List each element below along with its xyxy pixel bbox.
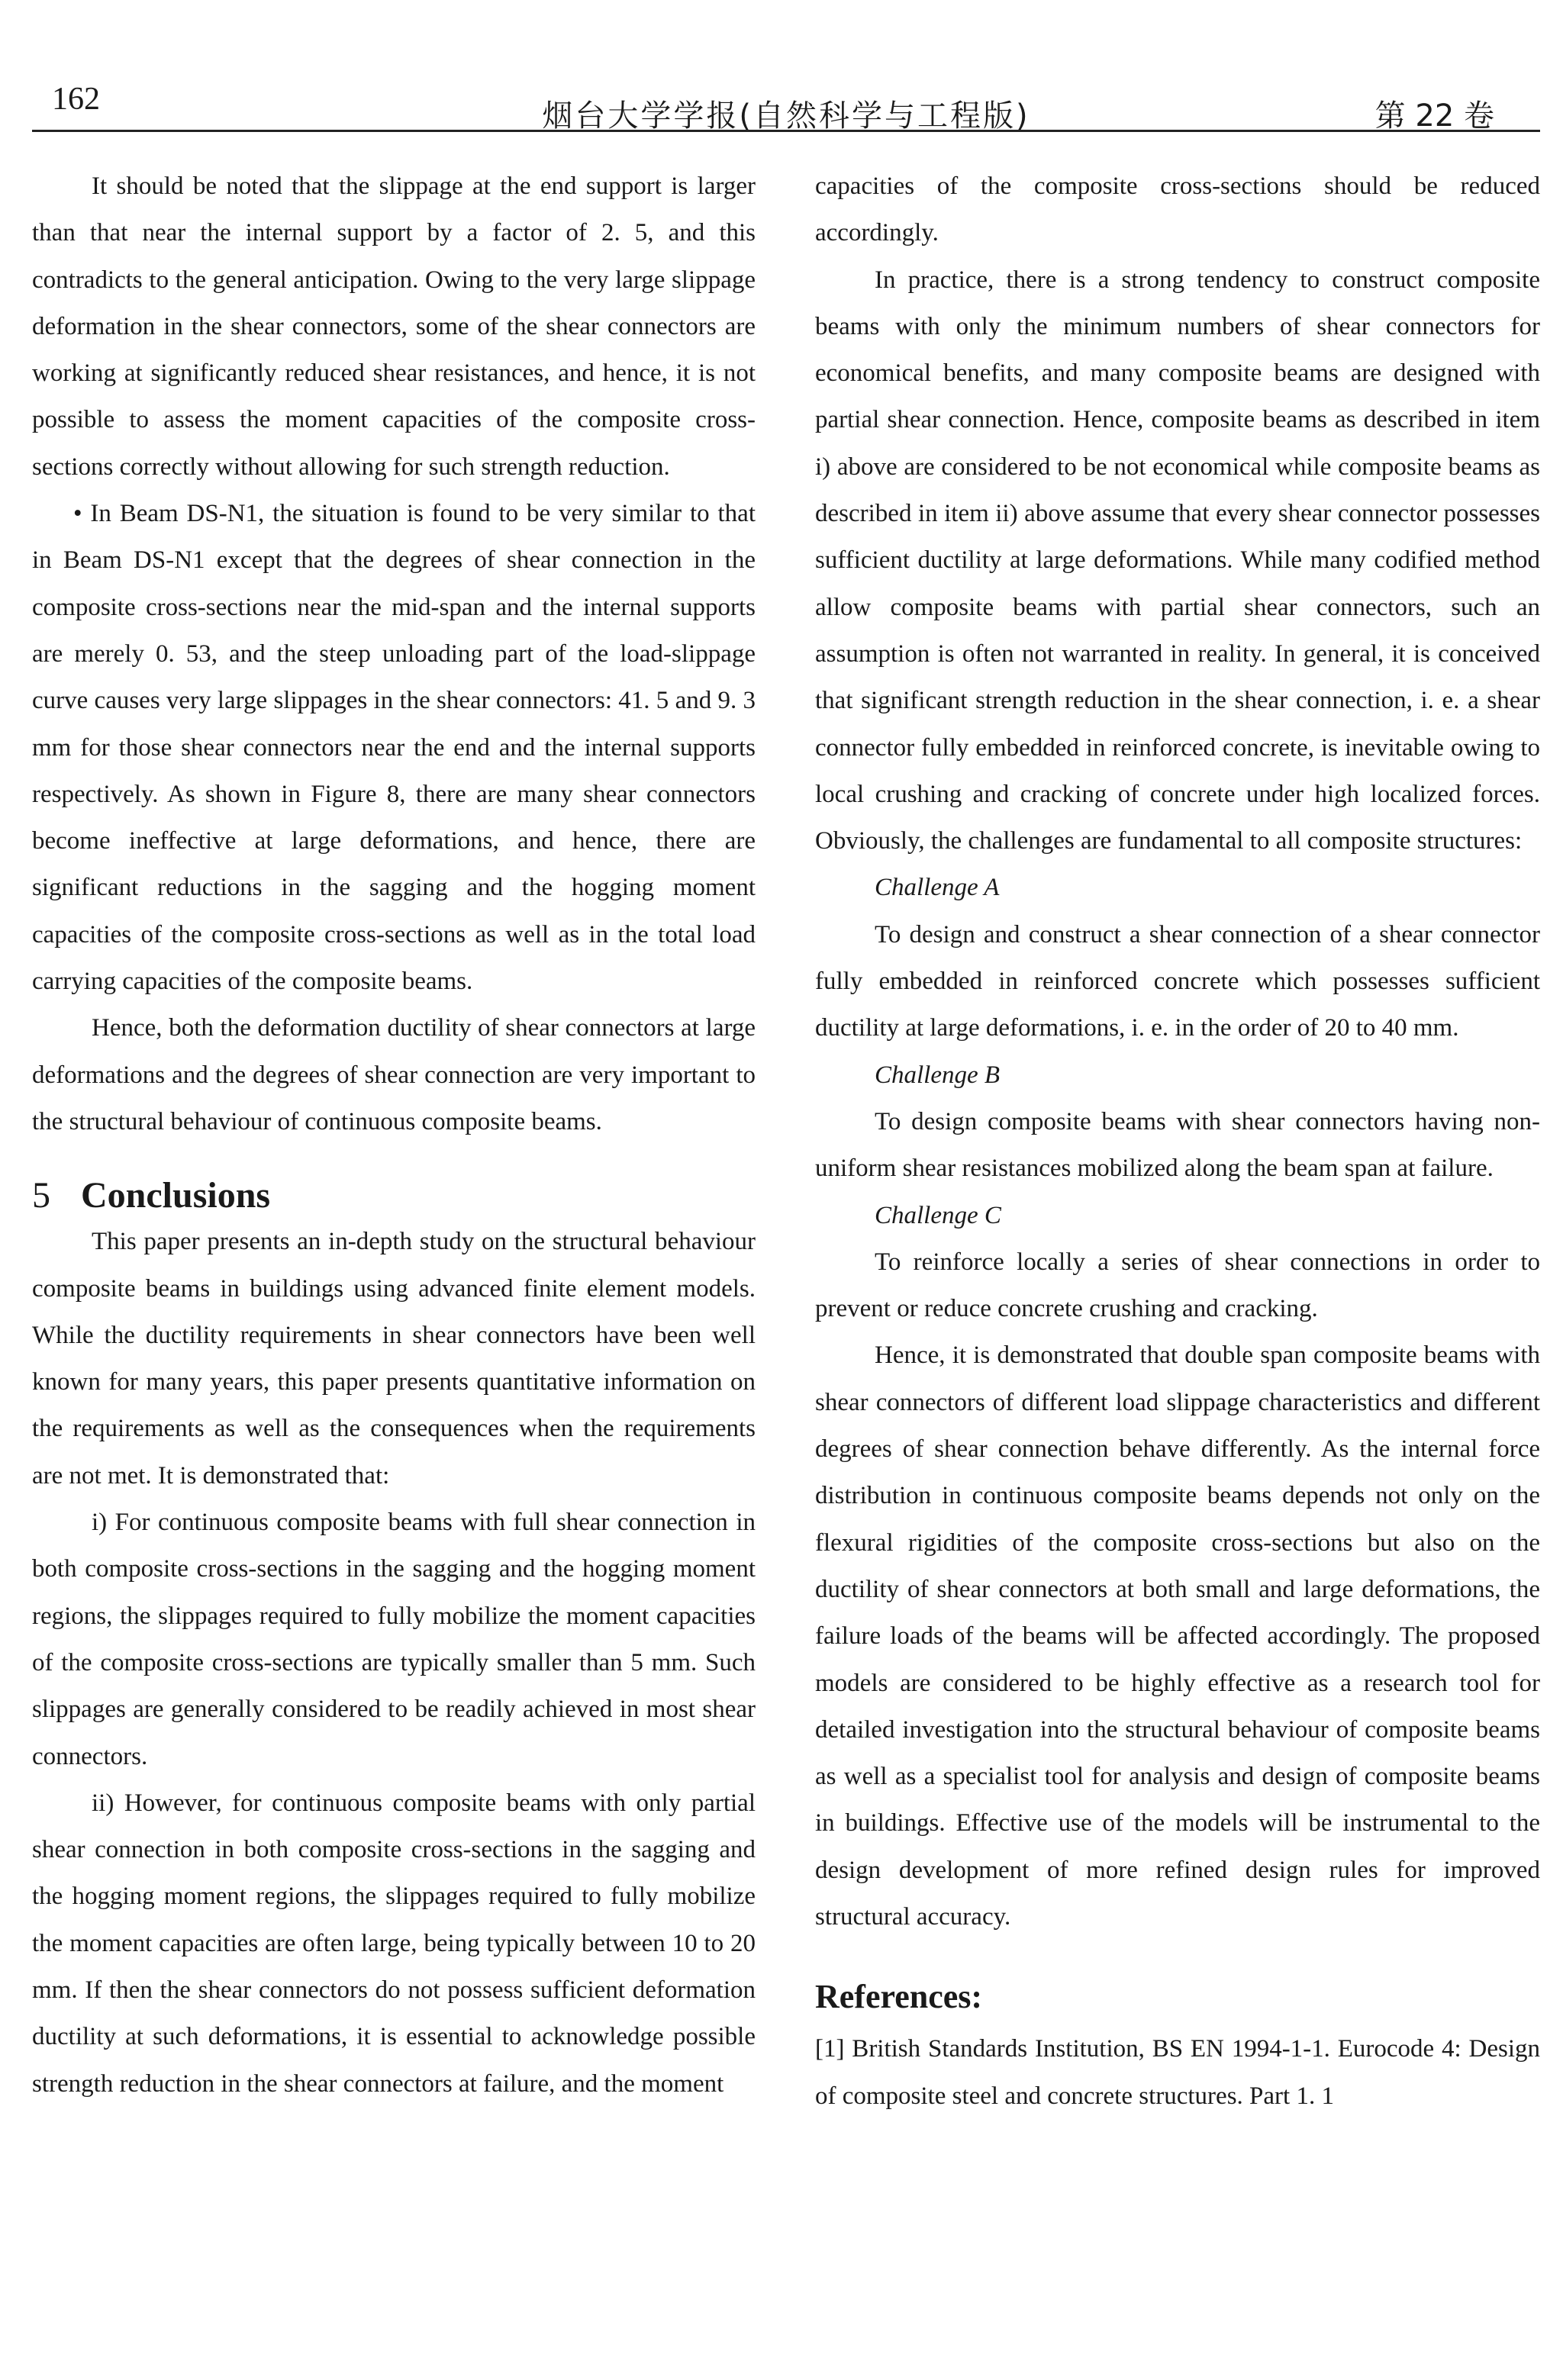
section-number: 5 [32, 1175, 50, 1216]
paragraph: This paper presents an in-depth study on the structural behaviour composite beams in buildings using advanced finite element models. While the ductility requirements in shear connectors have been well known for many years, this paper presents quantitative information on the requirements as well as the consequences when the requirements are not met. It is demonstrated that: [32, 1228, 756, 1490]
paragraph: Hence, it is demonstrated that double span composite beams with shear connectors of different load slippage characteristics and different degrees of shear connection behave differently. As the internal force distribution in continuous composite beams depends not only on the flexural rigidities of the composite cross-sections but also on the ductility of shear connectors at both small and large deformations, the failure loads of the beams will be affected accordingly. The proposed models are considered to be highly effective as a research tool for detailed investigation into the structural behaviour of composite beams as well as a specialist tool for analysis and design of composite beams in buildings. Effective use of the models will be instrumental to the design development of more refined design rules for improved structural accuracy. [815, 1341, 1540, 1931]
bullet-paragraph: • In Beam DS-N1, the situation is found to be very similar to that in Beam DS-N1 except that the degrees of shear connection in the composite cross-sections near the mid-span and the internal supports are merely 0. 53, and the steep unloading part of the load-slippage curve causes very large slippages in the shear connectors: 41. 5 and 9. 3 mm for those shear connectors near the end and the internal supports respectively. As shown in Figure 8, there are many shear connectors become ineffective at large deformations, and hence, there are significant reductions in the sagging and the hogging moment capacities of the composite cross-sections as well as in the total load carrying capacities of the composite beams. [32, 500, 756, 996]
challenge-text: To reinforce locally a series of shear connections in order to prevent or reduce concrete crushing and cracking. [815, 1248, 1540, 1323]
challenge-label: Challenge B [875, 1061, 1001, 1089]
right-column [815, 163, 1540, 2120]
page-number: 162 [52, 82, 100, 117]
references-heading: References: [815, 1978, 983, 2016]
paragraph: Hence, both the deformation ductility of shear connectors at large deformations and the degrees of shear connection are very important to the structural behaviour of continuous composite beams. [32, 1014, 756, 1135]
volume-label: 第 22 卷 [1374, 98, 1494, 134]
paragraph: In practice, there is a strong tendency to construct composite beams with only the minimum numbers of shear connectors for economical benefits, and many composite beams are designed with partial shear connection. Hence, composite beams as described in item i) above are considered to be not economical while composite beams as described in item ii) above assume that every shear connector possesses sufficient ductility at large deformations. While many codified method allow composite beams with partial shear connectors, such an assumption is often not warranted in reality. In general, it is conceived that significant strength reduction in the shear connection, i. e. a shear connector fully embedded in reinforced concrete, is inevitable owing to local crushing and cracking of concrete under high localized forces. Obviously, the challenges are fundamental to all composite structures: [815, 266, 1540, 855]
section-title: Conclusions [81, 1175, 271, 1216]
reference-item: [1] British Standards Institution, BS EN 1994-1-1. Eurocode 4: Design of composite steel and concrete structures. Part 1. 1 [815, 2035, 1540, 2110]
list-item: ii) However, for continuous composite beams with only partial shear connection in both composite cross-sections in the sagging and the hogging moment regions, the slippages required to fully mobilize the moment capacities are often large, being typically between 10 to 20 mm. If then the shear connectors do not possess sufficient deformation ductility at such deformations, it is essential to acknowledge possible strength reduction in the shear connectors at failure, and the moment [32, 1789, 756, 2098]
journal-title: 烟台大学学报(自然科学与工程版) [542, 98, 1030, 134]
challenge-text: To design composite beams with shear connectors having non-uniform shear resistances mobilized along the beam span at failure. [815, 1107, 1540, 1183]
section-heading [32, 1173, 756, 1219]
paragraph: capacities of the composite cross-sections should be reduced accordingly. [815, 172, 1540, 247]
challenge-label: Challenge C [875, 1201, 1001, 1229]
challenge-text: To design and construct a shear connection of a shear connector fully embedded in reinforced concrete which possesses sufficient ductility at large deformations, i. e. in the order of 20 to 40 mm. [815, 920, 1540, 1042]
running-header [32, 79, 1540, 132]
list-item: i) For continuous composite beams with full shear connection in both composite cross-sections in the sagging and the hogging moment regions, the slippages required to fully mobilize the moment capacities of the composite cross-sections are typically smaller than 5 mm. Such slippages are generally considered to be readily achieved in most shear connectors. [32, 1509, 756, 1770]
left-column [32, 163, 756, 2108]
challenge-label: Challenge A [875, 874, 1000, 902]
paragraph: It should be noted that the slippage at the end support is larger than that near the internal support by a factor of 2. 5, and this contradicts to the general anticipation. Owing to the very large slippage deformation in the shear connectors, some of the shear connectors are working at significantly reduced shear resistances, and hence, it is not possible to assess the moment capacities of the composite cross-sections correctly without allowing for such strength reduction. [32, 172, 756, 481]
